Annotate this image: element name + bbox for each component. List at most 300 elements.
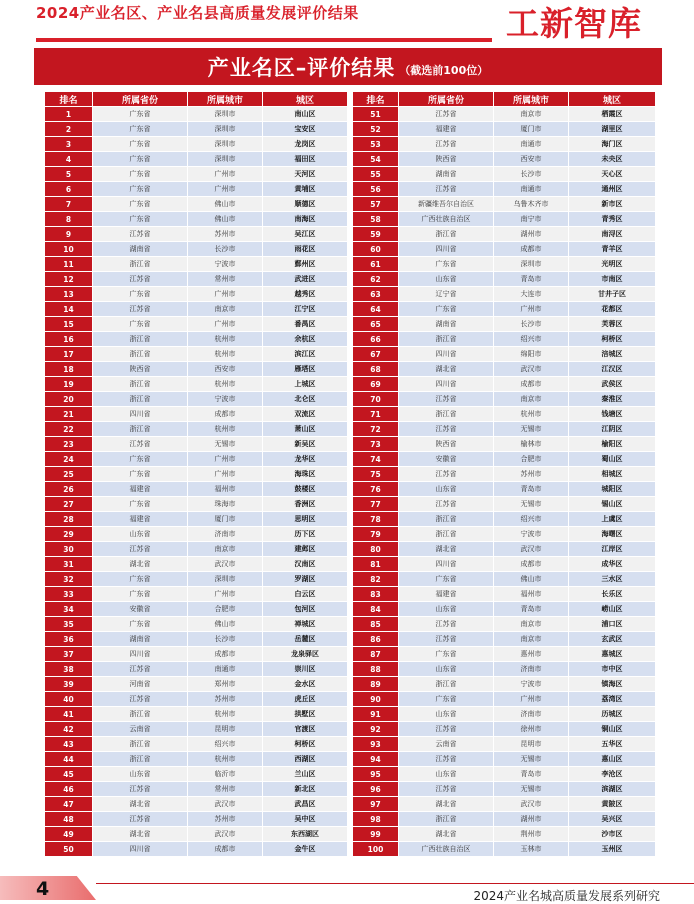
- city-cell: 广州市: [188, 317, 262, 331]
- table-row: [45, 617, 655, 631]
- column-gap: [348, 287, 352, 301]
- table-row: [45, 107, 655, 121]
- rank-cell: 1: [45, 107, 92, 121]
- district-cell: 惠山区: [569, 752, 655, 766]
- rank-cell: 32: [45, 572, 92, 586]
- rank-cell: 14: [45, 302, 92, 316]
- column-gap: [348, 527, 352, 541]
- province-cell: 湖北省: [93, 827, 187, 841]
- district-cell: 新北区: [263, 782, 347, 796]
- city-cell: 武汉市: [494, 797, 568, 811]
- rank-cell: 37: [45, 647, 92, 661]
- rank-cell: 60: [353, 242, 398, 256]
- column-gap: [348, 302, 352, 316]
- province-cell: 湖北省: [399, 827, 493, 841]
- table-row: [45, 692, 655, 706]
- province-cell: 浙江省: [93, 392, 187, 406]
- province-cell: 广东省: [93, 617, 187, 631]
- column-gap: [348, 182, 352, 196]
- rank-cell: 62: [353, 272, 398, 286]
- province-cell: 江苏省: [93, 782, 187, 796]
- column-gap: [348, 422, 352, 436]
- district-cell: 双流区: [263, 407, 347, 421]
- district-cell: 五华区: [569, 737, 655, 751]
- city-cell: 无锡市: [188, 437, 262, 451]
- city-cell: 杭州市: [188, 422, 262, 436]
- city-cell: 常州市: [188, 272, 262, 286]
- district-cell: 市中区: [569, 662, 655, 676]
- district-cell: 金牛区: [263, 842, 347, 856]
- province-cell: 江苏省: [93, 692, 187, 706]
- city-cell: 杭州市: [188, 752, 262, 766]
- district-cell: 宝安区: [263, 122, 347, 136]
- table-row: [45, 842, 655, 856]
- city-cell: 南京市: [494, 632, 568, 646]
- column-gap: [348, 647, 352, 661]
- district-cell: 柯桥区: [569, 332, 655, 346]
- province-cell: 广西壮族自治区: [399, 212, 493, 226]
- province-cell: 广东省: [399, 572, 493, 586]
- table-row: [45, 152, 655, 166]
- city-cell: 深圳市: [188, 152, 262, 166]
- city-cell: 苏州市: [188, 227, 262, 241]
- column-gap: [348, 167, 352, 181]
- column-gap: [348, 662, 352, 676]
- city-cell: 武汉市: [188, 797, 262, 811]
- province-cell: 江苏省: [93, 662, 187, 676]
- column-gap: [348, 482, 352, 496]
- city-cell: 湖州市: [494, 812, 568, 826]
- table-row: [45, 332, 655, 346]
- column-gap: [348, 197, 352, 211]
- province-cell: 广东省: [93, 197, 187, 211]
- district-cell: 铜山区: [569, 722, 655, 736]
- rank-cell: 75: [353, 467, 398, 481]
- district-cell: 长乐区: [569, 587, 655, 601]
- district-cell: 江宁区: [263, 302, 347, 316]
- city-cell: 广州市: [188, 452, 262, 466]
- rank-cell: 43: [45, 737, 92, 751]
- city-cell: 济南市: [494, 707, 568, 721]
- city-cell: 昆明市: [494, 737, 568, 751]
- district-cell: 番禺区: [263, 317, 347, 331]
- district-cell: 柯桥区: [263, 737, 347, 751]
- column-gap: [348, 842, 352, 856]
- district-cell: 市南区: [569, 272, 655, 286]
- table-row: [45, 482, 655, 496]
- province-cell: 浙江省: [399, 227, 493, 241]
- city-cell: 成都市: [494, 242, 568, 256]
- rank-cell: 3: [45, 137, 92, 151]
- column-gap: [348, 677, 352, 691]
- header-city: 所属城市: [494, 92, 568, 106]
- rank-cell: 28: [45, 512, 92, 526]
- table-row: [45, 542, 655, 556]
- province-cell: 山东省: [399, 272, 493, 286]
- rank-cell: 29: [45, 527, 92, 541]
- province-cell: 山东省: [399, 662, 493, 676]
- rank-cell: 11: [45, 257, 92, 271]
- district-cell: 通州区: [569, 182, 655, 196]
- district-cell: 雨花区: [263, 242, 347, 256]
- city-cell: 武汉市: [188, 827, 262, 841]
- city-cell: 青岛市: [494, 602, 568, 616]
- district-cell: 吴江区: [263, 227, 347, 241]
- table-row: [45, 572, 655, 586]
- province-cell: 四川省: [399, 242, 493, 256]
- province-cell: 浙江省: [93, 377, 187, 391]
- province-cell: 浙江省: [93, 332, 187, 346]
- province-cell: 湖北省: [399, 362, 493, 376]
- district-cell: 包河区: [263, 602, 347, 616]
- rank-cell: 23: [45, 437, 92, 451]
- city-cell: 常州市: [188, 782, 262, 796]
- header-province: 所属省份: [399, 92, 493, 106]
- column-gap: [348, 632, 352, 646]
- province-cell: 江苏省: [399, 107, 493, 121]
- table-row: [45, 587, 655, 601]
- city-cell: 苏州市: [494, 467, 568, 481]
- rank-cell: 87: [353, 647, 398, 661]
- rank-cell: 92: [353, 722, 398, 736]
- city-cell: 广州市: [494, 302, 568, 316]
- district-cell: 未央区: [569, 152, 655, 166]
- rank-cell: 6: [45, 182, 92, 196]
- rank-cell: 34: [45, 602, 92, 616]
- province-cell: 四川省: [93, 647, 187, 661]
- rank-cell: 33: [45, 587, 92, 601]
- column-gap: [348, 347, 352, 361]
- city-cell: 无锡市: [494, 497, 568, 511]
- rank-cell: 89: [353, 677, 398, 691]
- district-cell: 香洲区: [263, 497, 347, 511]
- rank-cell: 27: [45, 497, 92, 511]
- rank-cell: 10: [45, 242, 92, 256]
- table-row: [45, 737, 655, 751]
- rank-cell: 90: [353, 692, 398, 706]
- rank-cell: 31: [45, 557, 92, 571]
- province-cell: 广东省: [93, 107, 187, 121]
- column-gap: [348, 332, 352, 346]
- rank-cell: 18: [45, 362, 92, 376]
- province-cell: 广东省: [93, 572, 187, 586]
- city-cell: 绍兴市: [188, 737, 262, 751]
- district-cell: 江汉区: [569, 362, 655, 376]
- district-cell: 崂山区: [569, 602, 655, 616]
- table-row: [45, 197, 655, 211]
- city-cell: 宁波市: [188, 257, 262, 271]
- province-cell: 广东省: [399, 302, 493, 316]
- column-gap: [348, 152, 352, 166]
- rank-cell: 25: [45, 467, 92, 481]
- city-cell: 深圳市: [188, 572, 262, 586]
- city-cell: 徐州市: [494, 722, 568, 736]
- city-cell: 西安市: [494, 152, 568, 166]
- city-cell: 青岛市: [494, 767, 568, 781]
- rank-cell: 54: [353, 152, 398, 166]
- city-cell: 武汉市: [494, 542, 568, 556]
- province-cell: 江苏省: [93, 272, 187, 286]
- district-cell: 海曙区: [569, 527, 655, 541]
- district-cell: 海门区: [569, 137, 655, 151]
- city-cell: 杭州市: [188, 347, 262, 361]
- city-cell: 佛山市: [188, 617, 262, 631]
- district-cell: 黄陂区: [569, 797, 655, 811]
- rank-cell: 59: [353, 227, 398, 241]
- province-cell: 广东省: [93, 587, 187, 601]
- city-cell: 济南市: [494, 662, 568, 676]
- column-gap: [348, 812, 352, 826]
- table-row: [45, 437, 655, 451]
- rank-cell: 42: [45, 722, 92, 736]
- province-cell: 河南省: [93, 677, 187, 691]
- rank-cell: 80: [353, 542, 398, 556]
- province-cell: 江苏省: [399, 182, 493, 196]
- rank-cell: 83: [353, 587, 398, 601]
- province-cell: 四川省: [93, 842, 187, 856]
- table-header-row: [45, 92, 655, 106]
- rank-cell: 93: [353, 737, 398, 751]
- city-cell: 佛山市: [188, 197, 262, 211]
- column-gap: [348, 572, 352, 586]
- province-cell: 福建省: [93, 482, 187, 496]
- column-gap: [348, 272, 352, 286]
- section-banner: [34, 48, 662, 85]
- city-cell: 宁波市: [494, 527, 568, 541]
- district-cell: 北仑区: [263, 392, 347, 406]
- district-cell: 崇川区: [263, 662, 347, 676]
- city-cell: 深圳市: [188, 122, 262, 136]
- district-cell: 青羊区: [569, 242, 655, 256]
- table-row: [45, 392, 655, 406]
- column-gap: [348, 542, 352, 556]
- province-cell: 江苏省: [93, 227, 187, 241]
- table-row: [45, 767, 655, 781]
- page-number: 4: [36, 878, 50, 900]
- city-cell: 荆州市: [494, 827, 568, 841]
- rank-cell: 66: [353, 332, 398, 346]
- column-gap: [348, 692, 352, 706]
- rank-cell: 16: [45, 332, 92, 346]
- province-cell: 江苏省: [93, 302, 187, 316]
- province-cell: 浙江省: [93, 422, 187, 436]
- city-cell: 惠州市: [494, 647, 568, 661]
- province-cell: 广东省: [93, 212, 187, 226]
- province-cell: 广东省: [93, 317, 187, 331]
- column-gap: [348, 557, 352, 571]
- district-cell: 滨湖区: [569, 782, 655, 796]
- city-cell: 宁波市: [494, 677, 568, 691]
- city-cell: 合肥市: [494, 452, 568, 466]
- city-cell: 杭州市: [188, 707, 262, 721]
- district-cell: 罗湖区: [263, 572, 347, 586]
- province-cell: 江苏省: [399, 137, 493, 151]
- column-gap: [348, 587, 352, 601]
- district-cell: 南山区: [263, 107, 347, 121]
- rank-cell: 65: [353, 317, 398, 331]
- province-cell: 湖北省: [399, 542, 493, 556]
- district-cell: 锡山区: [569, 497, 655, 511]
- district-cell: 蜀山区: [569, 452, 655, 466]
- city-cell: 无锡市: [494, 782, 568, 796]
- rank-cell: 98: [353, 812, 398, 826]
- city-cell: 榆林市: [494, 437, 568, 451]
- province-cell: 广东省: [93, 287, 187, 301]
- city-cell: 玉林市: [494, 842, 568, 856]
- table-row: [45, 137, 655, 151]
- province-cell: 江苏省: [399, 497, 493, 511]
- province-cell: 浙江省: [93, 737, 187, 751]
- district-cell: 城阳区: [569, 482, 655, 496]
- district-cell: 历城区: [569, 707, 655, 721]
- column-gap: [348, 752, 352, 766]
- city-cell: 广州市: [494, 692, 568, 706]
- city-cell: 福州市: [188, 482, 262, 496]
- province-cell: 辽宁省: [399, 287, 493, 301]
- table-row: [45, 707, 655, 721]
- column-gap: [348, 257, 352, 271]
- footer-divider: [96, 883, 694, 884]
- province-cell: 江苏省: [399, 632, 493, 646]
- rank-cell: 48: [45, 812, 92, 826]
- district-cell: 滨江区: [263, 347, 347, 361]
- table-row: [45, 662, 655, 676]
- column-gap: [348, 122, 352, 136]
- district-cell: 玉州区: [569, 842, 655, 856]
- table-row: [45, 317, 655, 331]
- province-cell: 江苏省: [399, 422, 493, 436]
- province-cell: 广东省: [93, 167, 187, 181]
- province-cell: 浙江省: [399, 512, 493, 526]
- province-cell: 陕西省: [399, 437, 493, 451]
- city-cell: 南京市: [494, 107, 568, 121]
- province-cell: 新疆维吾尔自治区: [399, 197, 493, 211]
- district-cell: 虎丘区: [263, 692, 347, 706]
- province-cell: 广东省: [399, 647, 493, 661]
- city-cell: 成都市: [188, 407, 262, 421]
- rank-cell: 61: [353, 257, 398, 271]
- city-cell: 绍兴市: [494, 512, 568, 526]
- city-cell: 广州市: [188, 467, 262, 481]
- table-row: [45, 812, 655, 826]
- city-cell: 佛山市: [494, 572, 568, 586]
- district-cell: 浦口区: [569, 617, 655, 631]
- rank-cell: 91: [353, 707, 398, 721]
- district-cell: 汉南区: [263, 557, 347, 571]
- rank-cell: 9: [45, 227, 92, 241]
- city-cell: 杭州市: [188, 377, 262, 391]
- district-cell: 上虞区: [569, 512, 655, 526]
- city-cell: 杭州市: [494, 407, 568, 421]
- city-cell: 武汉市: [494, 362, 568, 376]
- district-cell: 武侯区: [569, 377, 655, 391]
- table-row: [45, 602, 655, 616]
- ranking-table: [44, 91, 656, 857]
- column-gap: [348, 137, 352, 151]
- rank-cell: 8: [45, 212, 92, 226]
- city-cell: 长沙市: [494, 317, 568, 331]
- province-cell: 湖北省: [93, 557, 187, 571]
- rank-cell: 77: [353, 497, 398, 511]
- province-cell: 山东省: [93, 767, 187, 781]
- city-cell: 苏州市: [188, 812, 262, 826]
- province-cell: 浙江省: [399, 677, 493, 691]
- province-cell: 广东省: [93, 122, 187, 136]
- district-cell: 三水区: [569, 572, 655, 586]
- rank-cell: 12: [45, 272, 92, 286]
- district-cell: 天心区: [569, 167, 655, 181]
- column-gap: [348, 497, 352, 511]
- rank-cell: 73: [353, 437, 398, 451]
- table-row: [45, 797, 655, 811]
- city-cell: 长沙市: [188, 242, 262, 256]
- column-gap: [348, 827, 352, 841]
- table-row: [45, 677, 655, 691]
- city-cell: 南京市: [188, 542, 262, 556]
- table-row: [45, 467, 655, 481]
- rank-cell: 96: [353, 782, 398, 796]
- table-row: [45, 527, 655, 541]
- rank-cell: 70: [353, 392, 398, 406]
- city-cell: 长沙市: [188, 632, 262, 646]
- rank-cell: 52: [353, 122, 398, 136]
- city-cell: 苏州市: [188, 692, 262, 706]
- province-cell: 湖北省: [93, 797, 187, 811]
- district-cell: 武进区: [263, 272, 347, 286]
- table-row: [45, 377, 655, 391]
- rank-cell: 53: [353, 137, 398, 151]
- district-cell: 西湖区: [263, 752, 347, 766]
- province-cell: 江苏省: [399, 467, 493, 481]
- rank-cell: 85: [353, 617, 398, 631]
- province-cell: 广东省: [93, 467, 187, 481]
- rank-cell: 39: [45, 677, 92, 691]
- rank-cell: 50: [45, 842, 92, 856]
- column-gap: [348, 242, 352, 256]
- column-gap: [348, 452, 352, 466]
- table-row: [45, 632, 655, 646]
- rank-cell: 36: [45, 632, 92, 646]
- city-cell: 乌鲁木齐市: [494, 197, 568, 211]
- province-cell: 浙江省: [399, 527, 493, 541]
- province-cell: 广东省: [399, 257, 493, 271]
- rank-cell: 38: [45, 662, 92, 676]
- rank-cell: 84: [353, 602, 398, 616]
- rank-cell: 68: [353, 362, 398, 376]
- column-gap: [348, 437, 352, 451]
- banner-subtitle: （截选前100位）: [399, 63, 489, 77]
- table-row: [45, 212, 655, 226]
- province-cell: 江苏省: [399, 722, 493, 736]
- province-cell: 江苏省: [399, 752, 493, 766]
- rank-cell: 86: [353, 632, 398, 646]
- table-row: [45, 257, 655, 271]
- rank-cell: 79: [353, 527, 398, 541]
- district-cell: 龙岗区: [263, 137, 347, 151]
- city-cell: 武汉市: [188, 557, 262, 571]
- city-cell: 济南市: [188, 527, 262, 541]
- city-cell: 广州市: [188, 167, 262, 181]
- table-row: [45, 497, 655, 511]
- district-cell: 黄埔区: [263, 182, 347, 196]
- rank-cell: 2: [45, 122, 92, 136]
- header-rank: 排名: [353, 92, 398, 106]
- province-cell: 陕西省: [93, 362, 187, 376]
- city-cell: 厦门市: [494, 122, 568, 136]
- column-gap: [348, 467, 352, 481]
- district-cell: 相城区: [569, 467, 655, 481]
- rank-cell: 67: [353, 347, 398, 361]
